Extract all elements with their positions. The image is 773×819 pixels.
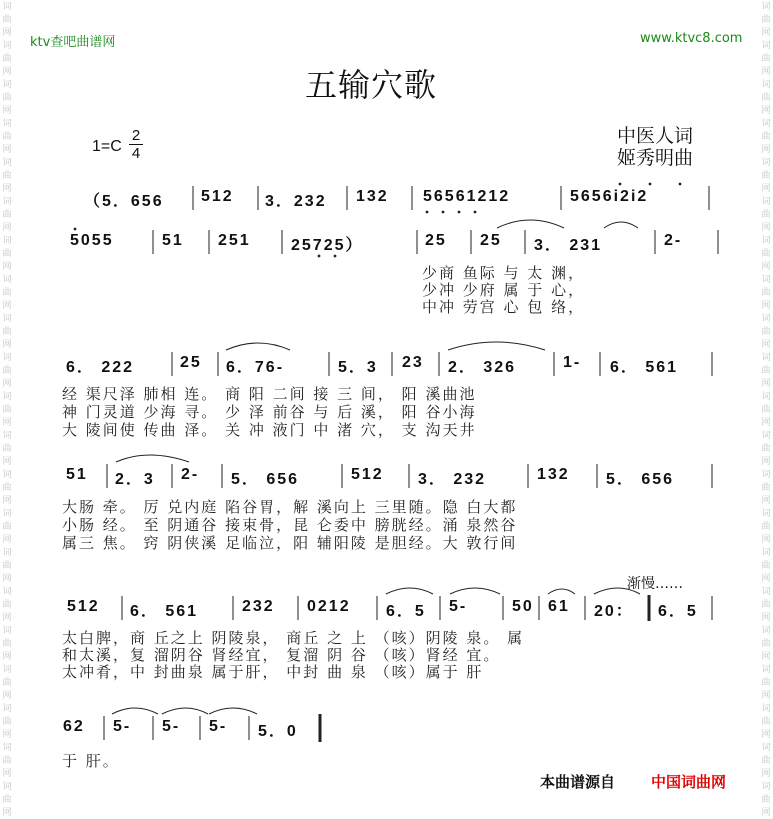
watermark-glyph: 网 — [2, 67, 12, 77]
watermark-glyph: 网 — [761, 262, 771, 272]
measure: 5- — [113, 718, 132, 735]
bar-lines — [104, 186, 718, 740]
measure: 50 — [512, 598, 534, 615]
measure: 23 — [402, 354, 424, 371]
watermark-glyph: 词 — [2, 782, 12, 792]
measure: 3． 232 — [418, 471, 487, 488]
watermark-glyph: 曲 — [761, 522, 771, 532]
watermark-glyph: 词 — [761, 509, 771, 519]
watermark-glyph: 词 — [2, 197, 12, 207]
lyric-line: 太冲肴，中 封曲泉 属于肝， 中封 曲 泉 （咳）属于 肝 — [62, 663, 484, 681]
watermark-glyph: 词 — [761, 743, 771, 753]
octave-dots — [74, 183, 682, 258]
watermark-glyph: 词 — [2, 509, 12, 519]
watermark-glyph: 词 — [2, 158, 12, 168]
watermark-glyph: 网 — [2, 301, 12, 311]
measure: 0212 — [307, 598, 351, 615]
watermark-glyph: 网 — [761, 223, 771, 233]
watermark-glyph: 曲 — [761, 561, 771, 571]
watermark-glyph: 词 — [2, 314, 12, 324]
watermark-glyph: 曲 — [2, 54, 12, 64]
watermark-glyph: 曲 — [761, 93, 771, 103]
watermark-glyph: 词 — [761, 158, 771, 168]
watermark-glyph: 网 — [2, 574, 12, 584]
watermark-glyph: 网 — [2, 769, 12, 779]
watermark-glyph: 网 — [2, 145, 12, 155]
watermark-glyph: 曲 — [2, 132, 12, 142]
measure: 25725） — [291, 237, 364, 254]
watermark-glyph: 词 — [2, 587, 12, 597]
watermark-glyph: 网 — [761, 301, 771, 311]
watermark-glyph: 词 — [761, 236, 771, 246]
site-url-right: www.ktvc8.com — [640, 31, 743, 46]
lyric-line: 属三 焦。 窍 阴侠溪 足临泣，阳 辅阳陵 是胆经。大 敦行间 — [62, 534, 518, 552]
watermark-glyph: 词 — [761, 392, 771, 402]
measure: 5656i2i2 — [570, 188, 649, 205]
watermark-glyph: 词 — [761, 704, 771, 714]
watermark-glyph: 曲 — [761, 366, 771, 376]
measure: 61 — [548, 598, 570, 615]
measure: 232 — [242, 598, 275, 615]
tempo-marking: 渐慢…… — [627, 576, 683, 592]
measure: 62 — [63, 718, 85, 735]
watermark-glyph: 网 — [761, 808, 771, 818]
watermark-glyph: 网 — [761, 457, 771, 467]
watermark-glyph: 曲 — [2, 288, 12, 298]
measure: 5- — [209, 718, 228, 735]
watermark-glyph: 曲 — [2, 210, 12, 220]
measure: 6． 561 — [130, 603, 199, 620]
composer-credit: 姬秀明曲 — [617, 147, 694, 169]
watermark-glyph: 词 — [2, 275, 12, 285]
measure: 6． 561 — [610, 359, 679, 376]
watermark-glyph: 曲 — [2, 366, 12, 376]
measure: 5．0 — [258, 723, 298, 740]
measure: 6．5 — [386, 603, 426, 620]
measure: 6．76- — [226, 359, 285, 376]
source-site-link[interactable]: 中国词曲网 — [651, 773, 727, 791]
measure: 5． 656 — [231, 471, 300, 488]
lyric-line: 太白脾，商 丘之上 阴陵泉， 商丘 之 上 （咳）阴陵 泉。 属 — [62, 629, 525, 647]
watermark-glyph: 网 — [761, 652, 771, 662]
watermark-glyph: 词 — [761, 80, 771, 90]
lyric-line: 小肠 经。 至 阴通谷 接束骨，昆 仑委中 膀胱经。涌 泉然谷 — [62, 516, 518, 534]
final-bar-lines — [320, 595, 649, 742]
watermark-glyph: 词 — [761, 275, 771, 285]
watermark-glyph: 网 — [761, 496, 771, 506]
watermark-glyph: 网 — [2, 652, 12, 662]
measure: 6． 222 — [66, 359, 135, 376]
watermark-glyph: 网 — [2, 457, 12, 467]
watermark-glyph: 曲 — [761, 678, 771, 688]
watermark-glyph: 曲 — [2, 93, 12, 103]
watermark-glyph: 曲 — [761, 405, 771, 415]
watermark-glyph: 网 — [761, 184, 771, 194]
measure: 5- — [162, 718, 181, 735]
time-signature-top: 2 — [131, 127, 141, 144]
measure: 3． 231 — [534, 237, 603, 254]
watermark-glyph: 词 — [2, 665, 12, 675]
lyric-line: 少商 鱼际 与 太 渊， — [422, 264, 586, 282]
watermark-glyph: 词 — [2, 236, 12, 246]
watermark-glyph: 网 — [761, 418, 771, 428]
watermark-glyph: 曲 — [2, 249, 12, 259]
watermark-glyph: 网 — [761, 67, 771, 77]
lyric-line: 和太溪，复 溜阴谷 肾经宜， 复溜 阴 谷 （咳）肾经 宜。 — [62, 646, 501, 664]
measure: 5055 — [70, 232, 114, 249]
watermark-glyph: 词 — [761, 119, 771, 129]
key-signature: 1=C — [92, 138, 122, 155]
watermark-glyph: 词 — [2, 2, 12, 12]
watermark-glyph: 曲 — [2, 327, 12, 337]
watermark-glyph: 曲 — [2, 522, 12, 532]
watermark-glyph: 词 — [761, 470, 771, 480]
watermark-glyph: 词 — [2, 548, 12, 558]
watermark-glyph: 网 — [761, 730, 771, 740]
measure: 25 — [425, 232, 447, 249]
watermark-glyph: 网 — [2, 379, 12, 389]
watermark-glyph: 曲 — [761, 483, 771, 493]
watermark-glyph: 词 — [761, 782, 771, 792]
measure: 5．3 — [338, 359, 378, 376]
site-name-left: ktv查吧曲谱网 — [30, 35, 116, 50]
watermark-glyph: 网 — [2, 28, 12, 38]
measure: 512 — [351, 466, 384, 483]
watermark-glyph: 曲 — [761, 210, 771, 220]
watermark-glyph: 曲 — [2, 483, 12, 493]
measure: 6．5 — [658, 603, 698, 620]
measure: 132 — [537, 466, 570, 483]
measure: 3．232 — [265, 193, 327, 210]
watermark-glyph: 词 — [2, 353, 12, 363]
measure: 25 — [180, 354, 202, 371]
watermark-glyph: 词 — [2, 431, 12, 441]
watermark-glyph: 曲 — [761, 444, 771, 454]
time-signature-bottom: 4 — [131, 145, 141, 162]
watermark-glyph: 曲 — [761, 717, 771, 727]
watermark-glyph: 网 — [2, 184, 12, 194]
watermark-glyph: 词 — [2, 119, 12, 129]
watermark-glyph: 网 — [2, 691, 12, 701]
measure: 2．3 — [115, 471, 155, 488]
watermark-glyph: 曲 — [2, 639, 12, 649]
watermark-glyph: 词 — [2, 626, 12, 636]
watermark-glyph: 曲 — [2, 717, 12, 727]
watermark-glyph: 曲 — [761, 54, 771, 64]
song-title: 五输穴歌 — [305, 66, 438, 104]
measure: 56561212 — [423, 188, 511, 205]
lyric-line: 少冲 少府 属 于 心， — [422, 281, 586, 299]
measure: 132 — [356, 188, 389, 205]
watermark-glyph: 网 — [761, 106, 771, 116]
measure: 512 — [201, 188, 234, 205]
measure: 2． 326 — [448, 359, 517, 376]
watermark-glyph: 网 — [761, 145, 771, 155]
watermark-glyph: 曲 — [761, 327, 771, 337]
lyric-line: 神 门灵道 少海 寻。 少 泽 前谷 与 后 溪， 阳 谷小海 — [62, 403, 477, 421]
watermark-glyph: 曲 — [761, 15, 771, 25]
watermark-glyph: 曲 — [761, 288, 771, 298]
measure: 2- — [664, 232, 683, 249]
watermark-glyph: 词 — [761, 2, 771, 12]
watermark-glyph: 曲 — [761, 756, 771, 766]
measure: 20： — [594, 603, 634, 620]
lyric-line: 于 肝。 — [62, 752, 120, 770]
watermark-glyph: 词 — [761, 353, 771, 363]
lyricist-credit: 中医人词 — [617, 125, 694, 147]
watermark-glyph: 网 — [2, 730, 12, 740]
measure: 51 — [66, 466, 88, 483]
measure: 2- — [181, 466, 200, 483]
watermark-glyph: 词 — [2, 41, 12, 51]
lyric-line: 大 陵间使 传曲 泽。 关 冲 液门 中 渚 穴， 支 沟天井 — [62, 421, 477, 439]
watermark-glyph: 曲 — [761, 132, 771, 142]
watermark-glyph: 曲 — [2, 15, 12, 25]
watermark-glyph: 网 — [2, 535, 12, 545]
watermark-glyph: 词 — [2, 743, 12, 753]
measure: 1- — [563, 354, 582, 371]
watermark-glyph: 网 — [761, 340, 771, 350]
watermark-glyph: 网 — [761, 613, 771, 623]
watermark-glyph: 曲 — [2, 795, 12, 805]
watermark-glyph: 网 — [2, 808, 12, 818]
watermark-glyph: 网 — [2, 262, 12, 272]
watermark-glyph: 网 — [2, 106, 12, 116]
watermark-glyph: 网 — [2, 223, 12, 233]
watermark-glyph: 词 — [2, 470, 12, 480]
watermark-glyph: 曲 — [2, 171, 12, 181]
watermark-glyph: 词 — [761, 665, 771, 675]
measure: 251 — [218, 232, 251, 249]
slurs — [112, 220, 640, 714]
watermark-glyph: 曲 — [761, 249, 771, 259]
measure: 51 — [162, 232, 184, 249]
lyric-line: 经 渠尺泽 肺相 连。 商 阳 二间 接 三 间， 阳 溪曲池 — [62, 385, 477, 403]
watermark-glyph: 词 — [761, 314, 771, 324]
watermark-glyph: 网 — [2, 496, 12, 506]
watermark-glyph: 曲 — [2, 405, 12, 415]
watermark-glyph: 词 — [761, 626, 771, 636]
watermark-glyph: 词 — [761, 587, 771, 597]
watermark-glyph: 曲 — [2, 756, 12, 766]
watermark-glyph: 曲 — [2, 561, 12, 571]
watermark-glyph: 曲 — [761, 795, 771, 805]
watermark-glyph: 曲 — [2, 678, 12, 688]
measure: 5． 656 — [606, 471, 675, 488]
measure: （5．656 — [84, 193, 164, 210]
watermark-glyph: 词 — [2, 704, 12, 714]
watermark-glyph: 网 — [2, 340, 12, 350]
watermark-glyph: 词 — [761, 197, 771, 207]
watermark-glyph: 网 — [2, 613, 12, 623]
lyric-line: 大肠 牵。 厉 兑内庭 陷谷胃，解 溪向上 三里随。隐 白大都 — [62, 498, 518, 516]
source-label: 本曲谱源自 — [540, 773, 616, 791]
measure: 512 — [67, 598, 100, 615]
watermark-glyph: 网 — [761, 691, 771, 701]
watermark-glyph: 网 — [761, 535, 771, 545]
watermark-glyph: 曲 — [761, 600, 771, 610]
watermark-glyph: 词 — [2, 80, 12, 90]
watermark-glyph: 曲 — [761, 639, 771, 649]
watermark-glyph: 网 — [761, 379, 771, 389]
watermark-glyph: 词 — [761, 41, 771, 51]
watermark-glyph: 曲 — [2, 600, 12, 610]
watermark-glyph: 网 — [761, 28, 771, 38]
lyric-line: 中冲 劳宫 心 包 络， — [422, 298, 586, 316]
watermark-glyph: 曲 — [761, 171, 771, 181]
watermark-glyph: 词 — [2, 392, 12, 402]
watermark-glyph: 词 — [761, 431, 771, 441]
measure: 5- — [449, 598, 468, 615]
watermark-glyph: 网 — [761, 769, 771, 779]
watermark-glyph: 词 — [761, 548, 771, 558]
watermark-glyph: 网 — [2, 418, 12, 428]
watermark-glyph: 网 — [761, 574, 771, 584]
watermark-glyph: 曲 — [2, 444, 12, 454]
measure: 25 — [480, 232, 502, 249]
